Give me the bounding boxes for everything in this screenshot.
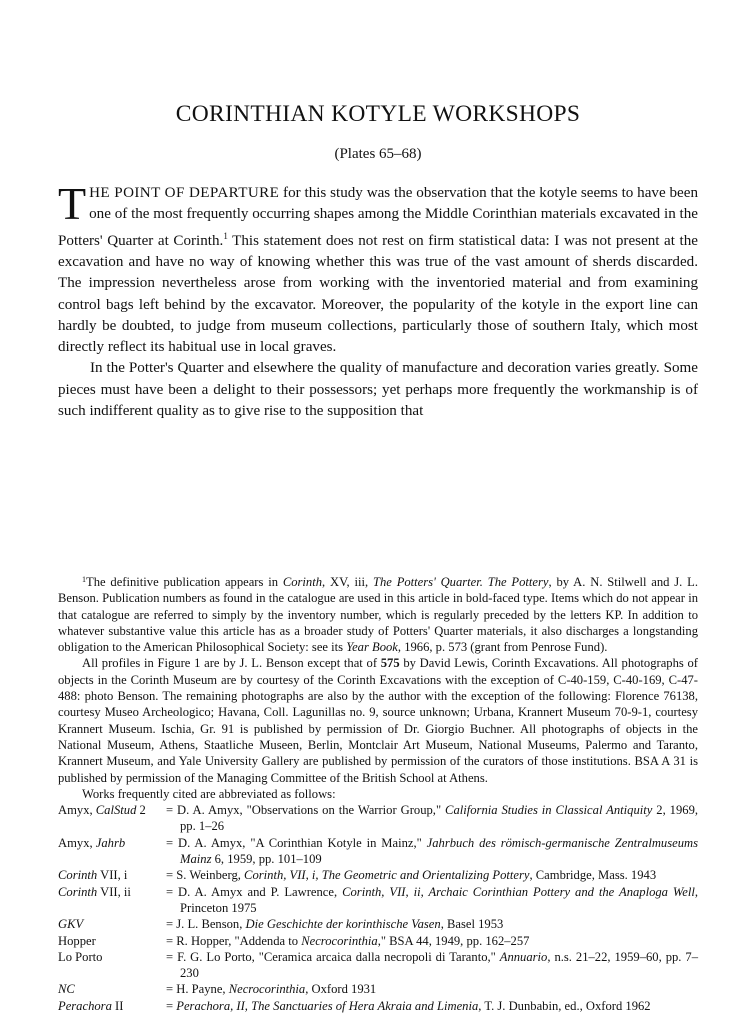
credits-text-a: All profiles in Figure 1 are by J. L. Benson except that of (82, 656, 381, 671)
credits-text-b: by David Lewis, Corinth Excavations. All photographs of objects in the Corinth Museum are by courtesy of the Corinth Excavations with the exception of C-40-159, C-40-169, C-47-488: photo Benson. The remaining photographs are also by the author with the exception of the following: Florence 76138, courtesy Museo Archeologico; Havana, Coll. Lagunillas no. 9, source unknown; Urbana, Krannert Museum 70-9-1, courtesy Krannert Museum. Ischia, Gr. 91 is published by permission of Dr. Giorgio Buchner. All photographs of objects in the National Museum, Athens, Staatliche Museen, Berlin, Montclair Art Museum, National Museums, Palermo and Taranto, Krannert Museum, and Yale University Gallery are published by permission of the curators of those institutions. BSA A 31 is published by permission of the Managing Committee of the British School at Athens. (58, 656, 698, 785)
abbreviation-citation (166, 981, 698, 997)
abbreviation-citation-part: Jahrbuch des römisch-germanische Zentralmuseums Mainz (180, 835, 698, 867)
abbreviation-key (58, 884, 166, 917)
abbreviation-citation (166, 933, 698, 949)
abbreviation-citation (166, 949, 698, 982)
abbreviation-citation-part: California Studies in Classical Antiquity (445, 803, 653, 818)
abbreviation-key (58, 933, 166, 949)
abbreviation-row (58, 998, 698, 1014)
abbreviation-key-part: Hopper (58, 933, 96, 948)
paragraph-1-text: for this study was the observation that the kotyle seems to have been one of the most frequently occurring shapes among the Middle Corinthian materials excavated in the Potters' Quarter at Corinth. (58, 185, 698, 249)
footnote-1-text-b: , XV, iii, (322, 575, 373, 589)
abbreviation-citation (166, 884, 698, 917)
abbreviation-citation-part: , Princeton 1975 (180, 884, 699, 915)
paragraph-1 (58, 178, 698, 358)
abbreviation-row (58, 933, 698, 949)
paragraph-2: In the Potter's Quarter and elsewhere the quality of manufacture and decoration varies greatly. Some pieces must have been a delight to their possessors; yet perhaps more frequently the workmanship is of such indifferent quality as to give rise to the supposition that (58, 360, 698, 419)
abbreviation-row (58, 949, 698, 982)
abbreviation-key (58, 835, 166, 868)
footnote-1-text-a: The definitive publication appears in (86, 575, 283, 589)
abbreviation-key-part: Lo Porto (58, 949, 103, 964)
abbreviation-citation (166, 802, 698, 835)
footnote-1-corinth: Corinth (282, 575, 323, 589)
abbreviation-citation-part: , Basel 1953 (440, 917, 504, 932)
abbreviation-citation-part: = D. A. Amyx, "Observations on the Warrior Group," (166, 803, 446, 818)
abbreviation-citation-part: 2, 1969, pp. 1–26 (180, 803, 699, 834)
abbreviation-key-part: NC (58, 982, 75, 997)
lead-caps: HE POINT OF DEPARTURE (89, 185, 280, 201)
abbreviation-citation-part: = R. Hopper, "Addenda to (166, 933, 302, 948)
abbreviation-key-part: VII, i (97, 868, 128, 883)
abbreviation-citation-part: = D. A. Amyx, "A Corinthian Kotyle in Mainz," (166, 835, 427, 850)
abbreviation-citation-part: ," BSA 44, 1949, pp. 162–257 (377, 933, 530, 948)
abbreviation-key-part: Corinth (58, 884, 98, 899)
abbreviation-citation-part: = S. Weinberg, (166, 868, 245, 883)
abbreviations-intro: Works frequently cited are abbreviated as follows: (82, 786, 336, 801)
abbreviation-key (58, 981, 166, 997)
body-text (58, 178, 698, 422)
abbreviation-citation-part: Perachora, II, The Sanctuaries of Hera Akraia and Limenia (176, 998, 479, 1013)
abbreviation-row (58, 884, 698, 917)
abbreviation-citation-part: , Oxford 1931 (305, 982, 377, 997)
abbreviation-key (58, 949, 166, 982)
abbreviation-citation (166, 835, 698, 868)
footnote-1-text-c: , by A. N. Stilwell and J. L. Benson. Publication numbers as found in the catalogue are used in this article in bold-faced type. Items which do not appear in that catalogue are referred to simply by the inventory number, which is regularly preceded by the letters KP. In addition to whatever substantive value this article has as a broader study of Potters' Quarter materials, it also discharges a longstanding obligation to the American Philosophical Society: see its (58, 575, 698, 655)
abbreviation-citation-part: = H. Payne, (166, 982, 229, 997)
abbreviation-row (58, 981, 698, 997)
abbreviation-key-part: GKV (58, 917, 84, 932)
abbreviation-row (58, 867, 698, 883)
abbreviation-row (58, 802, 698, 835)
abbreviation-key-part: VII, ii (97, 884, 131, 899)
abbreviation-key-part: II (111, 998, 124, 1013)
footnote-1-yearbook: Year Book (346, 640, 398, 655)
abbreviations-table (58, 802, 698, 1014)
footnote-credits (58, 655, 698, 785)
footnote-marker[interactable]: 1 (223, 230, 228, 241)
abbreviation-citation-part: = D. A. Amyx and P. Lawrence, (166, 884, 343, 899)
abbreviation-key-part: Perachora (58, 998, 112, 1013)
abbreviation-citation-part: Annuario (499, 949, 548, 964)
abbreviation-key (58, 867, 166, 883)
footnote-1 (58, 572, 698, 655)
footnote-1-mark: 1 (82, 575, 86, 584)
abbreviation-citation (166, 916, 698, 932)
abbreviation-key-part: Corinth (58, 868, 98, 883)
credits-catalogue-number: 575 (380, 656, 400, 671)
abbreviation-citation-part: , n.s. 21–22, 1959–60, pp. 7–230 (180, 949, 698, 981)
footnotes (58, 572, 698, 1014)
paragraph-1-tail: This statement does not rest on firm statistical data: I was not present at the excavation and have no way of knowing whether this was true of the vast amount of sherds discarded. The impression nevertheless arose from working with the inventoried material and from examining control bags left behind by the excavator. Moreover, the popularity of the kotyle in the export line can hardly be doubted, to judge from museum collections, particularly those of southern Italy, which most directly reflect its habitual use in local graves. (58, 232, 698, 356)
abbreviation-key (58, 998, 166, 1014)
abbreviation-citation-part: Die Geschichte der korinthische Vasen (245, 917, 441, 932)
abbreviation-row (58, 835, 698, 868)
abbreviation-key-part: Jahrb (95, 835, 126, 850)
abbreviation-citation-part: , Cambridge, Mass. 1943 (529, 868, 657, 883)
article-title: CORINTHIAN KOTYLE WORKSHOPS (175, 101, 581, 127)
abbreviation-row (58, 916, 698, 932)
abbreviation-key-part: 2 (136, 803, 146, 818)
abbreviation-citation-part: 6, 1959, pp. 101–109 (211, 852, 322, 867)
abbreviation-citation-part: Necrocorinthia (301, 933, 378, 948)
abbreviation-citation-part: = J. L. Benson, (166, 917, 246, 932)
footnote-1-text-d: , 1966, p. 573 (grant from Penrose Fund). (397, 640, 608, 655)
abbreviation-citation-part: Corinth, VII, i, The Geometric and Orientalizing Pottery (244, 868, 530, 883)
plates-reference: (Plates 65–68) (334, 146, 422, 162)
abbreviation-citation-part: = F. G. Lo Porto, "Ceramica arcaica dalla necropoli di Taranto," (166, 949, 500, 964)
abbreviation-citation-part: Necrocorinthia (228, 982, 306, 997)
abbreviation-citation-part: , T. J. Dunbabin, ed., Oxford 1962 (478, 998, 651, 1013)
drop-cap: T (58, 178, 87, 229)
abbreviation-key-part: Amyx, (58, 835, 96, 850)
abbreviation-key-part: Amyx, (58, 803, 96, 818)
abbreviation-key (58, 916, 166, 932)
abbreviation-citation (166, 867, 698, 883)
abbreviation-citation (166, 998, 698, 1014)
abbreviation-key (58, 802, 166, 835)
abbreviation-citation-part: Corinth, VII, ii, Archaic Corinthian Pottery and the Anaploga Well (342, 884, 695, 899)
abbreviation-key-part: CalStud (95, 803, 137, 818)
footnote-1-title: The Potters' Quarter. The Pottery (372, 575, 549, 589)
abbreviation-citation-part: = (166, 998, 177, 1013)
